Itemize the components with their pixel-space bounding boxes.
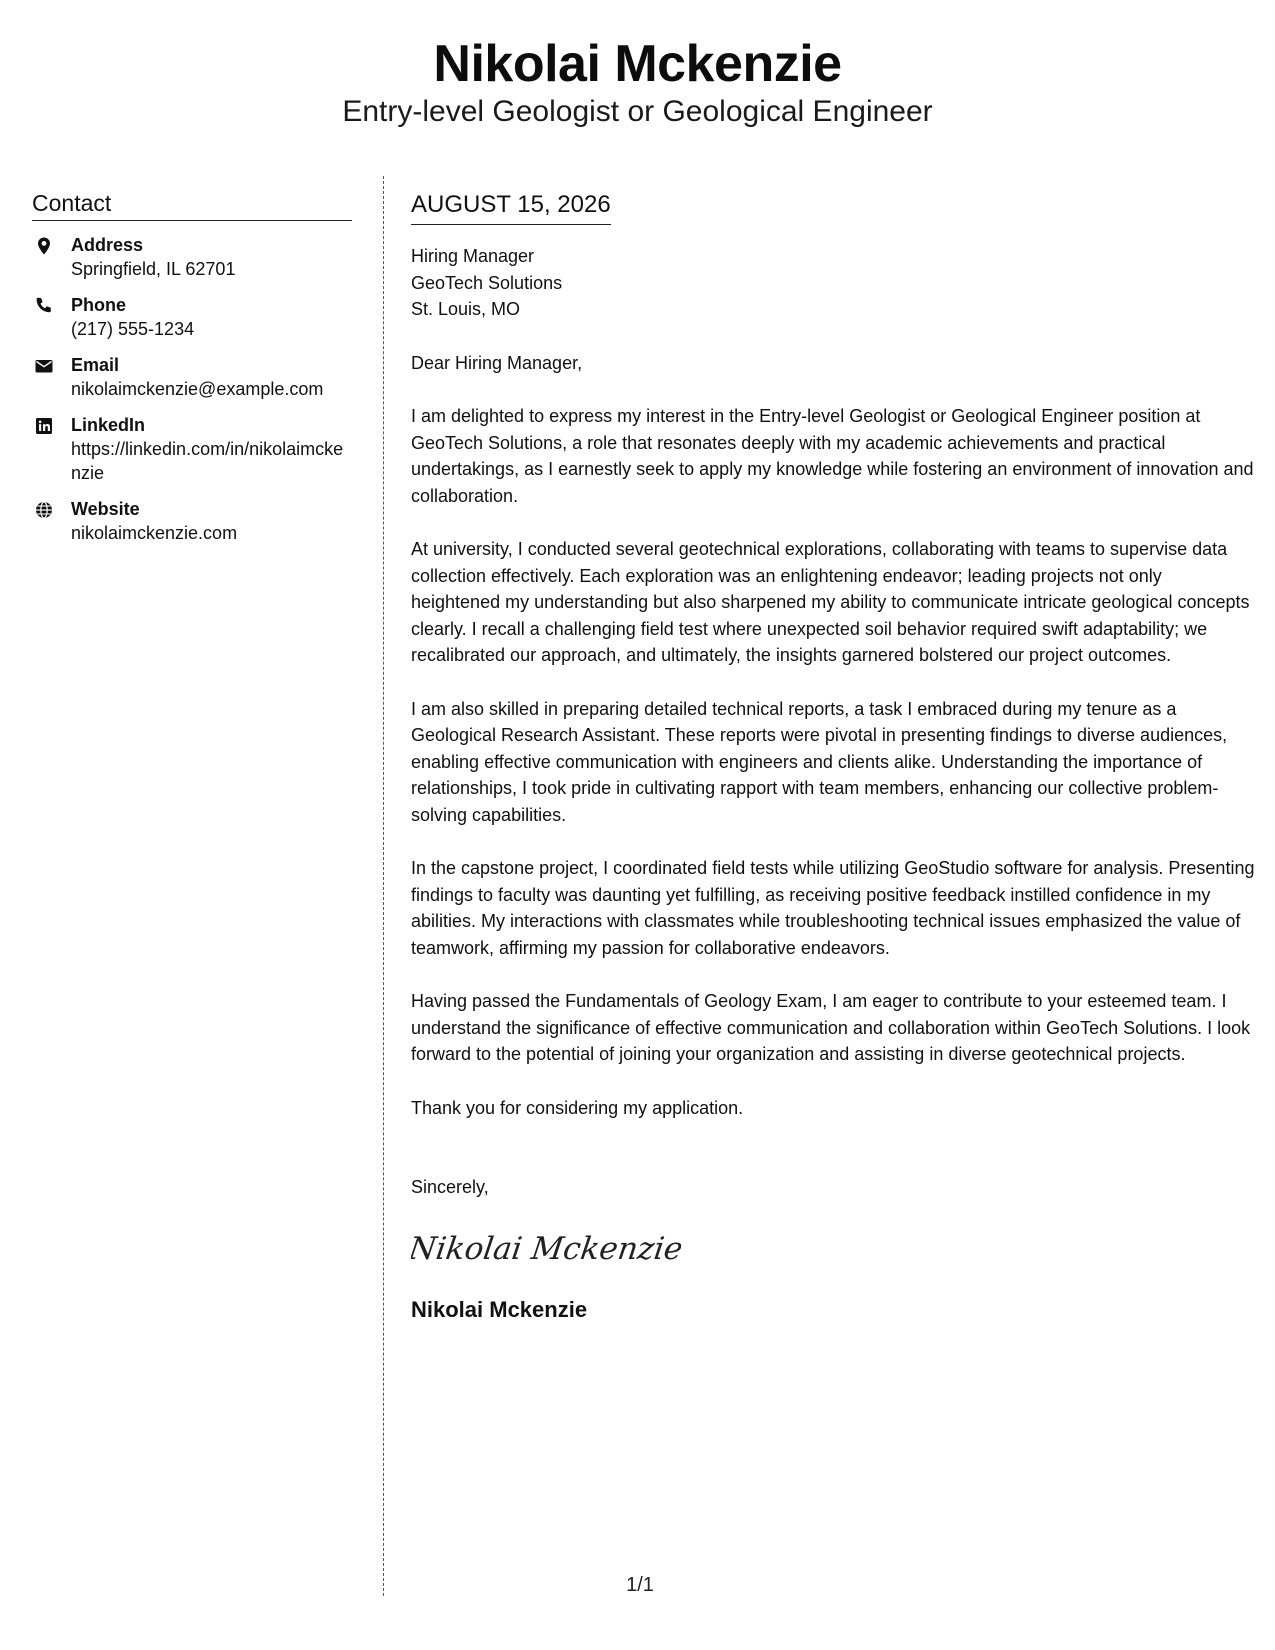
website-value[interactable]: nikolaimckenzie.com: [71, 523, 238, 543]
letter-body: [411, 190, 1255, 1324]
email-label: Email: [71, 355, 120, 375]
contact-item-linkedin: [32, 413, 352, 485]
signature-image: [411, 1221, 681, 1271]
contact-item-address: [32, 233, 352, 281]
linkedin-value[interactable]: https://linkedin.com/in/nikolaimckenzie: [71, 439, 344, 483]
contact-heading: Contact: [32, 188, 352, 221]
phone-label: Phone: [71, 295, 127, 315]
recipient-line: St. Louis, MO: [411, 299, 521, 319]
map-pin-icon: [34, 236, 54, 256]
phone-value: (217) 555-1234: [71, 319, 195, 339]
paragraph: I am delighted to express my interest in the Entry-level Geologist or Geological Engineer position at GeoTech Solutions, a role that resonates deeply with my academic achievements and practical undertakings, as I earnestly seek to apply my knowledge while fostering an environment of innovation and collaboration.: [411, 406, 1254, 506]
address-value: Springfield, IL 62701: [71, 259, 236, 279]
document-header: [0, 32, 1275, 130]
paragraph: In the capstone project, I coordinated field tests while utilizing GeoStudio software for analysis. Presenting findings to faculty was daunting yet fulfilling, as receiving positive feedback instilled confidence in my abilities. My interactions with classmates while troubleshooting technical issues emphasized the value of teamwork, affirming my passion for collaborative endeavors.: [411, 858, 1255, 958]
contact-sidebar: [32, 188, 352, 557]
column-divider: [383, 176, 384, 1596]
contact-list: [32, 233, 352, 545]
paragraph: At university, I conducted several geotechnical explorations, collaborating with teams to supervise data collection effectively. Each exploration was an enlightening endeavor; leading projects not only heightened my understanding but also sharpened my ability to communicate intricate geological concepts clearly. I recall a challenging field test where unexpected soil behavior required swift adaptability; we recalibrated our approach, and ultimately, the insights garnered bolstered our project outcomes.: [411, 539, 1250, 665]
job-title: Entry-level Geologist or Geological Engineer: [342, 95, 933, 128]
paragraph: I am also skilled in preparing detailed technical reports, a task I embraced during my tenure as a Geological Research Assistant. These reports were pivotal in presenting findings to diverse audiences, enabling effective communication with engineers and clients alike. Understanding the importance of relationships, I took pride in cultivating rapport with team members, enhancing our collective problem-solving capabilities.: [411, 698, 1228, 825]
address-label: Address: [71, 235, 144, 255]
recipient-block: [411, 243, 1255, 323]
page-number: 1/1: [626, 1574, 654, 1596]
signature-text: Nikolai Mckenzie: [411, 1230, 681, 1267]
paragraph: Thank you for considering my application.: [411, 1097, 744, 1118]
linkedin-label: LinkedIn: [71, 415, 146, 435]
candidate-name: Nikolai Mckenzie: [433, 35, 842, 93]
salutation: Dear Hiring Manager,: [411, 352, 583, 373]
signed-name: Nikolai Mckenzie: [411, 1296, 588, 1322]
website-label: Website: [71, 499, 140, 519]
email-value[interactable]: nikolaimckenzie@example.com: [71, 379, 324, 399]
contact-item-website: [32, 497, 352, 545]
letter-date: AUGUST 15, 2026: [411, 190, 611, 225]
contact-item-email: [32, 353, 352, 401]
globe-icon: [34, 500, 54, 520]
envelope-icon: [34, 356, 54, 376]
closing: Sincerely,: [411, 1177, 489, 1197]
linkedin-icon: [34, 416, 54, 436]
phone-icon: [34, 296, 54, 316]
contact-item-phone: [32, 293, 352, 341]
paragraph: Having passed the Fundamentals of Geology Exam, I am eager to contribute to your esteemed team. I understand the significance of effective communication and collaboration within GeoTech Solutions. I look forward to the potential of joining your organization and assisting in diverse geotechnical projects.: [411, 991, 1251, 1064]
recipient-line: Hiring Manager: [411, 246, 535, 266]
recipient-line: GeoTech Solutions: [411, 272, 563, 293]
